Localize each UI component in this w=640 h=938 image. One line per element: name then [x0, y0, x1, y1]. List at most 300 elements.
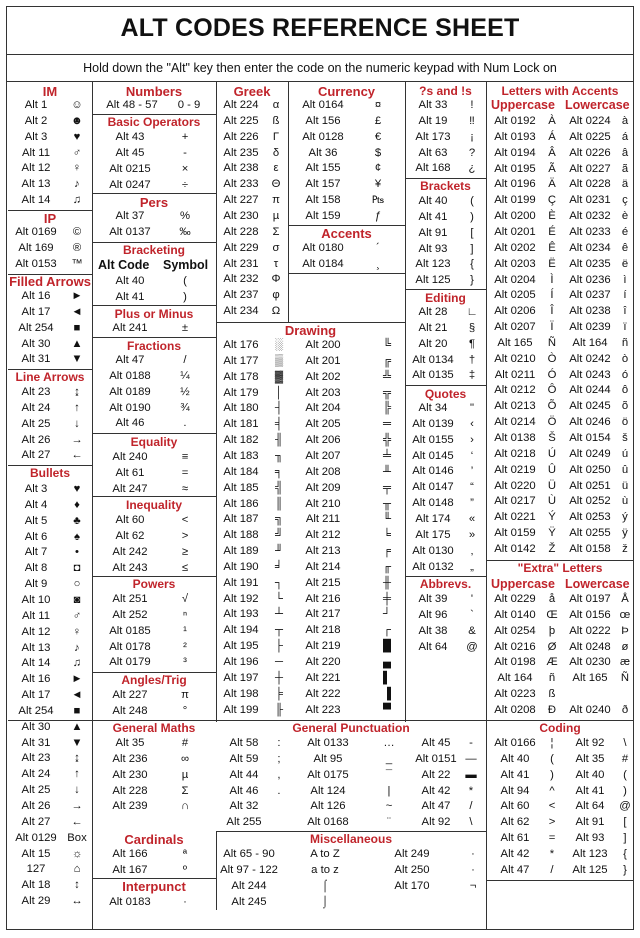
drawing-code: Alt 179 — [223, 386, 259, 399]
filled-arrows-code: Alt 254 — [18, 321, 54, 334]
accented-upper-code: Alt 0221 — [494, 511, 536, 524]
coding-upper-code: Alt 40 — [500, 752, 530, 765]
accented-lower-code: Alt 0244 — [569, 384, 611, 397]
currency-code: Alt 36 — [308, 146, 338, 159]
bullets-symbol: ↑ — [74, 768, 80, 781]
im-symbol: ♪ — [74, 178, 80, 191]
coding-upper-code: Alt 94 — [500, 784, 530, 797]
drawing-symbol: █ — [382, 640, 391, 653]
plus-minus-symbol: ± — [181, 322, 189, 334]
general-maths-code: Alt 35 — [115, 737, 145, 749]
accented-lower-symbol: í — [623, 289, 627, 302]
bullets-symbol: ♠ — [73, 530, 80, 543]
divider — [92, 496, 216, 497]
im-code: Alt 3 — [24, 130, 48, 143]
bullets-symbol: ♣ — [73, 514, 81, 527]
bullets-symbol: ♪ — [74, 641, 80, 654]
powers-symbol: ⁿ — [182, 608, 188, 621]
bullets-code: Alt 24 — [21, 768, 51, 781]
miscellaneous-code: Alt 250 — [394, 863, 430, 876]
accented-lower-code: Alt 0243 — [569, 368, 611, 381]
greek-symbol: σ — [272, 241, 280, 254]
powers-code: Alt 252 — [112, 608, 148, 621]
accented-lower-symbol: ï — [623, 321, 627, 334]
accented-lower-symbol: ç — [622, 194, 628, 207]
drawing-symbol: ╗ — [274, 513, 283, 526]
line-arrows-code: Alt 25 — [21, 417, 51, 430]
bullets-code: Alt 16 — [21, 673, 51, 686]
drawing-symbol: ╝ — [274, 529, 283, 542]
inequality-code: Alt 242 — [112, 545, 148, 558]
currency-code: Alt 0128 — [302, 130, 344, 143]
bullets-symbol: ► — [71, 673, 83, 686]
drawing-symbol: ╚ — [382, 339, 391, 351]
bracketing-symbol: ) — [183, 290, 187, 303]
coding-upper-code: Alt 62 — [500, 816, 530, 829]
drawing-symbol: ╠ — [382, 402, 391, 415]
punctuation-symbol: ▬ — [465, 768, 477, 781]
extra-upper-code: Alt 0198 — [494, 656, 536, 669]
accented-lower-symbol: ÿ — [622, 527, 628, 540]
drawing-symbol: ├ — [274, 640, 283, 653]
fractions-code: Alt 0190 — [109, 401, 151, 414]
accented-lower-code: Alt 0235 — [569, 257, 611, 270]
abbrevs-symbol: ` — [470, 608, 474, 621]
quotes-code: Alt 174 — [415, 512, 451, 525]
accents-symbol: ´ — [376, 242, 380, 254]
drawing-code: Alt 210 — [305, 497, 341, 510]
pers-symbol: ‰ — [179, 225, 191, 238]
drawing-symbol: ┬ — [274, 624, 283, 637]
drawing-code: Alt 200 — [305, 339, 341, 351]
equality-symbol: ≡ — [181, 451, 189, 463]
accented-lower-symbol: á — [621, 130, 629, 143]
brackets-code: Alt 93 — [418, 242, 448, 255]
accented-upper-code: Alt 0203 — [494, 257, 536, 270]
drawing-symbol: ▓ — [274, 370, 284, 383]
bullets-symbol: ▼ — [71, 736, 83, 749]
im-symbol: ☺ — [71, 99, 83, 111]
greek-code: Alt 232 — [223, 273, 259, 286]
column-header-symbol: Symbol — [163, 258, 209, 272]
punctuation-code: Alt 46 — [229, 784, 259, 797]
questions-exclamations-code: Alt 19 — [418, 114, 448, 127]
coding-lower-symbol: } — [623, 863, 627, 876]
coding-upper-symbol: / — [550, 863, 554, 876]
accented-upper-symbol: Ë — [548, 257, 556, 270]
quotes-code: Alt 0147 — [412, 481, 454, 494]
basic-operators-code: Alt 43 — [115, 131, 145, 143]
ip-symbol: ™ — [71, 257, 83, 270]
powers-code: Alt 251 — [112, 593, 148, 605]
basic-operators-symbol: + — [181, 131, 189, 143]
drawing-code: Alt 206 — [305, 434, 341, 447]
general-maths-symbol: ∩ — [180, 800, 190, 813]
coding-lower-code: Alt 91 — [575, 816, 605, 829]
quotes-code: Alt 0130 — [412, 544, 454, 557]
ip-header: IP — [43, 211, 57, 226]
extra-lower-code: Alt 0248 — [569, 640, 611, 653]
drawing-code: Alt 181 — [223, 418, 259, 431]
accented-upper-code: Alt 0201 — [494, 225, 536, 238]
greek-symbol: δ — [272, 146, 280, 159]
ip-code: Alt 169 — [18, 241, 54, 254]
accented-upper-symbol: Ä — [548, 178, 556, 191]
line-arrows-symbol: ↓ — [74, 417, 80, 430]
drawing-code: Alt 219 — [305, 640, 341, 653]
bullets-code: Alt 27 — [21, 815, 51, 828]
divider — [405, 385, 486, 386]
drawing-symbol: ═ — [382, 418, 391, 431]
filled-arrows-symbol: ▲ — [71, 337, 83, 350]
editing-code: Alt 28 — [418, 306, 448, 318]
punctuation-symbol: ; — [277, 752, 281, 765]
extra-lower-symbol: æ — [619, 656, 631, 669]
greek-symbol: ε — [273, 162, 279, 175]
abbrevs-header: Abbrevs. — [419, 577, 472, 591]
cardinals-header: Cardinals — [124, 832, 184, 847]
basic-operators-symbol: ÷ — [181, 178, 189, 191]
drawing-code: Alt 214 — [305, 560, 341, 573]
bullets-code: Alt 25 — [21, 784, 51, 797]
extra-upper-symbol: ñ — [548, 672, 556, 685]
accented-lower-code: Alt 0234 — [569, 241, 611, 254]
inequality-header: Inequality — [125, 498, 182, 512]
im-symbol: ♫ — [72, 194, 82, 207]
accented-upper-symbol: Ÿ — [548, 527, 556, 540]
greek-code: Alt 227 — [223, 194, 259, 207]
bullets-code: Alt 4 — [24, 498, 48, 511]
drawing-symbol: ╙ — [382, 513, 391, 526]
coding-header: Coding — [539, 721, 581, 735]
filled-arrows-symbol: ◄ — [71, 305, 83, 318]
accented-upper-symbol: Ú — [547, 447, 557, 460]
editing-code: Alt 21 — [418, 321, 448, 334]
drawing-symbol: ┤ — [274, 402, 283, 415]
quotes-symbol: „ — [470, 560, 474, 573]
currency-code: Alt 0164 — [302, 99, 344, 111]
accented-lower-symbol: ñ — [621, 336, 629, 349]
questions-exclamations-code: Alt 173 — [415, 130, 451, 143]
quotes-code: Alt 34 — [418, 402, 448, 414]
accented-lower-symbol: ô — [621, 384, 629, 397]
drawing-symbol: ╩ — [382, 370, 391, 383]
drawing-code: Alt 220 — [305, 656, 341, 668]
instructions: Hold down the "Alt" key then enter the code on the numeric keypad with Num Lock on — [83, 61, 557, 75]
punctuation-code: Alt 0168 — [307, 816, 349, 829]
coding-upper-symbol: * — [549, 847, 555, 860]
general-maths-symbol: ∞ — [180, 752, 190, 765]
powers-code: Alt 0179 — [109, 656, 151, 669]
accented-lower-code: Alt 0242 — [569, 352, 611, 365]
equality-code: Alt 247 — [112, 482, 148, 495]
greek-symbol: τ — [273, 257, 279, 270]
coding-lower-code: Alt 35 — [575, 752, 605, 765]
inequality-symbol: ≤ — [181, 561, 189, 574]
coding-lower-symbol: @ — [619, 800, 631, 813]
punctuation-code: Alt 0175 — [307, 768, 349, 781]
drawing-code: Alt 192 — [223, 592, 259, 605]
divider — [92, 193, 216, 194]
accents-code: Alt 0184 — [302, 257, 344, 270]
drawing-symbol: ┘ — [382, 608, 391, 621]
cardinals-symbol: ª — [182, 848, 188, 860]
editing-symbol: ¶ — [468, 337, 476, 350]
accented-upper-code: Alt 0204 — [494, 273, 536, 286]
accented-lower-symbol: ö — [621, 416, 629, 429]
drawing-symbol: ╔ — [382, 354, 391, 367]
drawing-symbol: ╞ — [274, 687, 283, 700]
im-symbol: ♂ — [72, 146, 82, 159]
coding-upper-code: Alt 61 — [500, 832, 530, 845]
accented-lower-code: Alt 0226 — [569, 146, 611, 159]
drawing-code: Alt 188 — [223, 529, 259, 542]
punctuation-symbol: / — [469, 800, 473, 813]
brackets-code: Alt 125 — [415, 274, 451, 287]
angles-trig-symbol: π — [181, 689, 189, 701]
bullets-symbol: ↔ — [71, 895, 83, 908]
basic-operators-symbol: × — [181, 162, 189, 175]
punctuation-code: Alt 255 — [226, 816, 262, 829]
drawing-symbol: ╪ — [382, 592, 391, 605]
accented-lower-symbol: ó — [621, 368, 629, 381]
bullets-symbol: ○ — [73, 578, 81, 591]
powers-code: Alt 0185 — [109, 624, 151, 637]
accented-lower-code: Alt 0154 — [569, 432, 611, 444]
abbrevs-code: Alt 39 — [418, 593, 448, 605]
quotes-code: Alt 0132 — [412, 560, 454, 573]
drawing-code: Alt 177 — [223, 354, 259, 367]
equality-header: Equality — [130, 435, 178, 449]
quotes-symbol: “ — [470, 481, 474, 494]
numbers-code: Alt 48 - 57 — [106, 99, 158, 111]
accented-lower-symbol: ã — [621, 162, 629, 175]
currency-symbol: ƒ — [374, 209, 382, 222]
numbers-symbol: 0 - 9 — [177, 99, 201, 111]
drawing-code: Alt 176 — [223, 339, 259, 351]
drawing-symbol: ╥ — [382, 497, 391, 510]
accented-lower-symbol: ë — [621, 257, 629, 270]
divider — [6, 81, 634, 82]
extra-lower-code: Alt 0197 — [569, 593, 611, 605]
bullets-symbol: ♥ — [73, 483, 81, 495]
pers-header: Pers — [139, 195, 169, 210]
drawing-code: Alt 221 — [305, 671, 341, 684]
drawing-symbol: ▌ — [382, 671, 391, 684]
brackets-code: Alt 40 — [418, 195, 448, 207]
drawing-code: Alt 204 — [305, 402, 341, 415]
accented-upper-code: Alt 0138 — [494, 432, 536, 444]
questions-exclamations-symbol: ¿ — [468, 162, 476, 175]
drawing-code: Alt 223 — [305, 703, 341, 716]
page-title: ALT CODES REFERENCE SHEET — [120, 14, 520, 42]
drawing-symbol: ╓ — [382, 560, 391, 573]
accented-upper-symbol: Ž — [548, 542, 556, 555]
bullets-symbol: ■ — [73, 704, 81, 717]
bullets-code: Alt 7 — [24, 546, 48, 559]
ip-code: Alt 0153 — [15, 257, 57, 270]
editing-symbol: † — [468, 353, 476, 366]
currency-code: Alt 158 — [305, 194, 341, 207]
extra-lower-symbol: Þ — [621, 624, 629, 637]
line-arrows-symbol: ← — [71, 449, 83, 462]
greek-code: Alt 226 — [223, 130, 259, 143]
greek-code: Alt 229 — [223, 241, 259, 254]
cardinals-symbol: º — [182, 863, 188, 876]
drawing-code: Alt 184 — [223, 465, 259, 478]
accented-lower-code: Alt 0227 — [569, 162, 611, 175]
punctuation-code: Alt 42 — [421, 784, 451, 797]
accented-upper-symbol: Á — [548, 130, 556, 143]
accented-upper-symbol: Ï — [550, 321, 554, 334]
extra-upper-code: Alt 0208 — [494, 703, 536, 716]
uppercase-label: Uppercase — [491, 98, 555, 112]
bracketing-code: Alt 41 — [115, 290, 145, 303]
brackets-symbol: ( — [470, 195, 474, 207]
drawing-symbol: ╛ — [274, 560, 283, 573]
equality-code: Alt 61 — [115, 466, 145, 479]
bullets-symbol: ← — [71, 815, 83, 828]
editing-code: Alt 0134 — [412, 353, 454, 366]
editing-header: Editing — [425, 291, 466, 305]
accented-upper-code: Alt 0202 — [494, 241, 536, 254]
accented-lower-symbol: ý — [622, 511, 628, 524]
accented-lower-symbol: ä — [621, 178, 629, 191]
lowercase-label: Lowercase — [565, 577, 630, 591]
coding-upper-code: Alt 42 — [500, 847, 530, 860]
greek-code: Alt 235 — [223, 146, 259, 159]
greek-code: Alt 228 — [223, 225, 259, 238]
punctuation-code: Alt 59 — [229, 752, 259, 765]
extra-upper-code: Alt 0140 — [494, 608, 536, 621]
accented-upper-code: Alt 0217 — [494, 495, 536, 508]
accented-lower-code: Alt 0238 — [569, 305, 611, 318]
bullets-symbol: ♀ — [72, 625, 82, 638]
punctuation-code: Alt 32 — [229, 800, 259, 813]
drawing-symbol: ╘ — [382, 529, 391, 542]
punctuation-symbol: * — [468, 784, 474, 797]
accented-lower-symbol: ì — [623, 273, 627, 286]
drawing-code: Alt 180 — [223, 402, 259, 415]
line-arrows-code: Alt 27 — [21, 449, 51, 462]
accented-lower-symbol: ú — [621, 447, 629, 460]
drawing-code: Alt 199 — [223, 703, 259, 716]
line-arrows-code: Alt 26 — [21, 433, 51, 446]
abbrevs-symbol: @ — [466, 640, 478, 653]
brackets-code: Alt 91 — [418, 226, 448, 239]
drawing-code: Alt 202 — [305, 370, 341, 383]
extra-lower-symbol: ð — [621, 703, 629, 716]
drawing-code: Alt 209 — [305, 481, 341, 494]
drawing-code: Alt 196 — [223, 656, 259, 668]
abbrevs-symbol: & — [468, 624, 476, 637]
accented-upper-code: Alt 0220 — [494, 479, 536, 492]
extra-upper-code: Alt 0223 — [494, 688, 536, 701]
accented-lower-symbol: î — [623, 305, 627, 318]
brackets-symbol: } — [470, 274, 474, 287]
general-maths-symbol: Σ — [181, 784, 189, 797]
drawing-symbol: ░ — [274, 339, 283, 351]
extra-lower-code: Alt 0240 — [569, 703, 611, 716]
coding-lower-code: Alt 41 — [575, 784, 605, 797]
abbrevs-code: Alt 96 — [418, 608, 448, 621]
bracketing-symbol: ( — [183, 275, 187, 287]
filled-arrows-symbol: ▼ — [71, 353, 83, 366]
drawing-symbol: ▒ — [274, 354, 283, 367]
editing-symbol: § — [468, 321, 476, 334]
greek-symbol: Θ — [271, 178, 281, 191]
drawing-code: Alt 205 — [305, 418, 341, 431]
currency-symbol: ¤ — [374, 99, 382, 111]
accented-lower-symbol: û — [621, 463, 629, 476]
currency-symbol: ₧ — [371, 194, 385, 207]
coding-lower-code: Alt 64 — [575, 800, 605, 813]
punctuation-code: Alt 0133 — [307, 737, 349, 749]
accented-lower-code: Alt 0237 — [569, 289, 611, 302]
accented-lower-symbol: ü — [621, 479, 629, 492]
bullets-code: Alt 5 — [24, 514, 48, 527]
extra-upper-symbol: Æ — [546, 656, 558, 669]
bullets-symbol: Box — [67, 831, 87, 844]
currency-code: Alt 155 — [305, 162, 341, 175]
drawing-symbol: ╫ — [382, 576, 391, 589]
quotes-code: Alt 0148 — [412, 497, 454, 510]
accented-upper-code: Alt 0205 — [494, 289, 536, 302]
editing-symbol: ∟ — [466, 306, 478, 318]
divider — [486, 82, 487, 930]
im-symbol: ☻ — [71, 114, 83, 127]
drawing-code: Alt 194 — [223, 624, 259, 637]
bullets-symbol: ↨ — [74, 752, 80, 765]
pers-code: Alt 37 — [115, 210, 145, 222]
extra-lower-code: Alt 165 — [572, 672, 608, 685]
bullets-symbol: • — [75, 546, 79, 559]
accented-upper-symbol: Í — [550, 289, 554, 302]
greek-symbol: π — [272, 194, 280, 207]
accented-lower-code: Alt 0236 — [569, 273, 611, 286]
greek-symbol: ß — [272, 114, 280, 127]
im-symbol: ♥ — [73, 130, 81, 143]
column-header-alt-code: Alt Code — [98, 258, 150, 272]
accented-lower-symbol: à — [621, 115, 629, 127]
bullets-code: Alt 18 — [21, 879, 51, 892]
quotes-header: Quotes — [424, 387, 467, 401]
drawing-symbol: ╤ — [382, 481, 391, 494]
coding-lower-code: Alt 92 — [575, 737, 605, 749]
divider — [92, 337, 216, 338]
extra-upper-symbol: å — [548, 593, 556, 605]
drawing-symbol: ▄ — [382, 656, 391, 668]
drawing-code: Alt 190 — [223, 560, 259, 573]
punctuation-symbol: | — [387, 784, 391, 797]
accented-lower-code: Alt 0239 — [569, 321, 611, 334]
extra-lower-symbol: Ñ — [620, 672, 630, 685]
abbrevs-code: Alt 64 — [418, 640, 448, 653]
bullets-symbol: ↓ — [74, 784, 80, 797]
accented-lower-code: Alt 0232 — [569, 210, 611, 223]
basic-operators-symbol: - — [183, 146, 187, 159]
general-maths-header: General Maths — [112, 721, 196, 735]
coding-lower-symbol: { — [623, 847, 627, 860]
miscellaneous-code: Alt 97 - 122 — [220, 863, 278, 876]
line-arrows-symbol: ↑ — [74, 401, 80, 414]
bracketing-code: Alt 40 — [115, 275, 145, 287]
punctuation-code: Alt 95 — [313, 752, 343, 765]
basic-operators-code: Alt 0215 — [109, 162, 151, 175]
drawing-symbol: ▐ — [382, 687, 391, 700]
punctuation-code: Alt 92 — [421, 816, 451, 829]
questions-exclamations-symbol: ? — [468, 146, 476, 159]
